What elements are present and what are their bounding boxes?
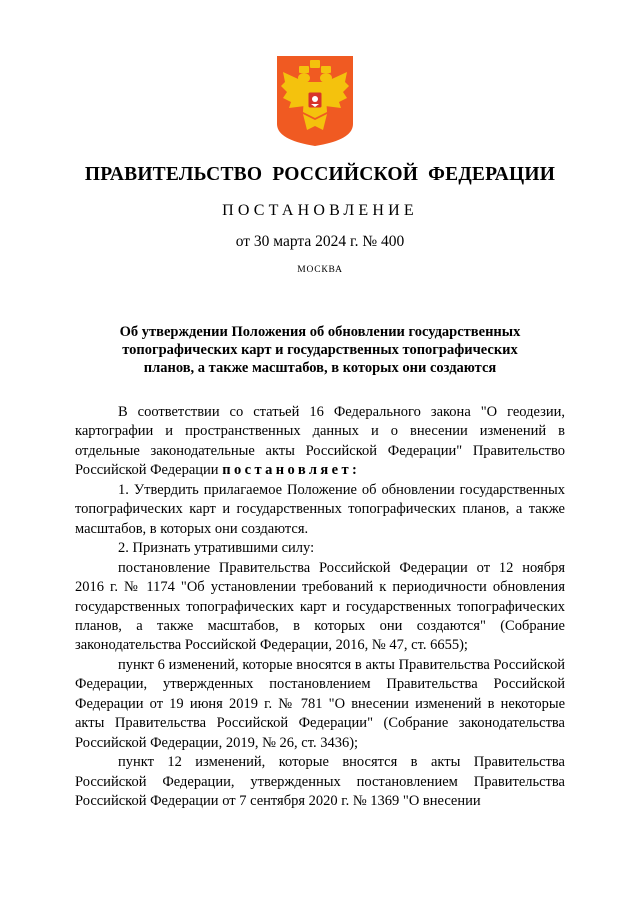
resolves-word: постановляет: (222, 462, 361, 479)
body-paragraph-item-2: 2. Признать утратившими силу: (118, 540, 315, 557)
document-date-number: от 30 марта 2024 г. № 400 (235, 233, 405, 250)
preamble-text: В соответствии со статьей 16 Федерального закона "О геодезии, картографии и пространственных данных и о внесении изменений в отдельные законодательные акты Российской Федерации" Правительство Российской Федерации (75, 404, 565, 479)
coat-of-arms-icon (275, 54, 355, 148)
document-city: МОСКВА (297, 265, 343, 275)
body-paragraph-item-1: 1. Утвердить прилагаемое Положение об обновлении государственных топографических карт и государственных топографических планов, а также масштабов, в которых они создаются. (75, 481, 565, 537)
government-title: ПРАВИТЕЛЬСТВО РОССИЙСКОЙ ФЕДЕРАЦИИ (84, 164, 556, 185)
body-paragraph-preamble (75, 403, 565, 481)
document-type: ПОСТАНОВЛЕНИЕ (222, 202, 418, 219)
body-paragraph-repealed-2: пункт 6 изменений, которые вносятся в акты Правительства Российской Федерации, утвержденных постановлением Правительства Российской Федерации от 19 июня 2019 г. № 781 "О внесении изменений в некоторые акты Правительства Российской Федерации" (Собрание законодательства Российской Федерации, 2019, № 26, ст. 3436); (75, 656, 565, 751)
document-heading: Об утверждении Положения об обновлении государственных топографических карт и государственных топографических планов, а также масштабов, в которых они создаются (119, 324, 521, 376)
body-paragraph-repealed-1: постановление Правительства Российской Федерации от 12 ноября 2016 г. № 1174 "Об установлении требований к периодичности обновления государственных топографических карт и государственных топографических планов, а также масштабов, в которых они создаются" (Собрание законодательства Российской Федерации, 2016, № 47, ст. 6655); (75, 559, 565, 654)
document-body (75, 403, 565, 812)
body-paragraph-repealed-3: пункт 12 изменений, которые вносятся в акты Правительства Российской Федерации, утвержденных постановлением Правительства Российской Федерации от 7 сентября 2020 г. № 1369 "О внесении (75, 754, 565, 810)
